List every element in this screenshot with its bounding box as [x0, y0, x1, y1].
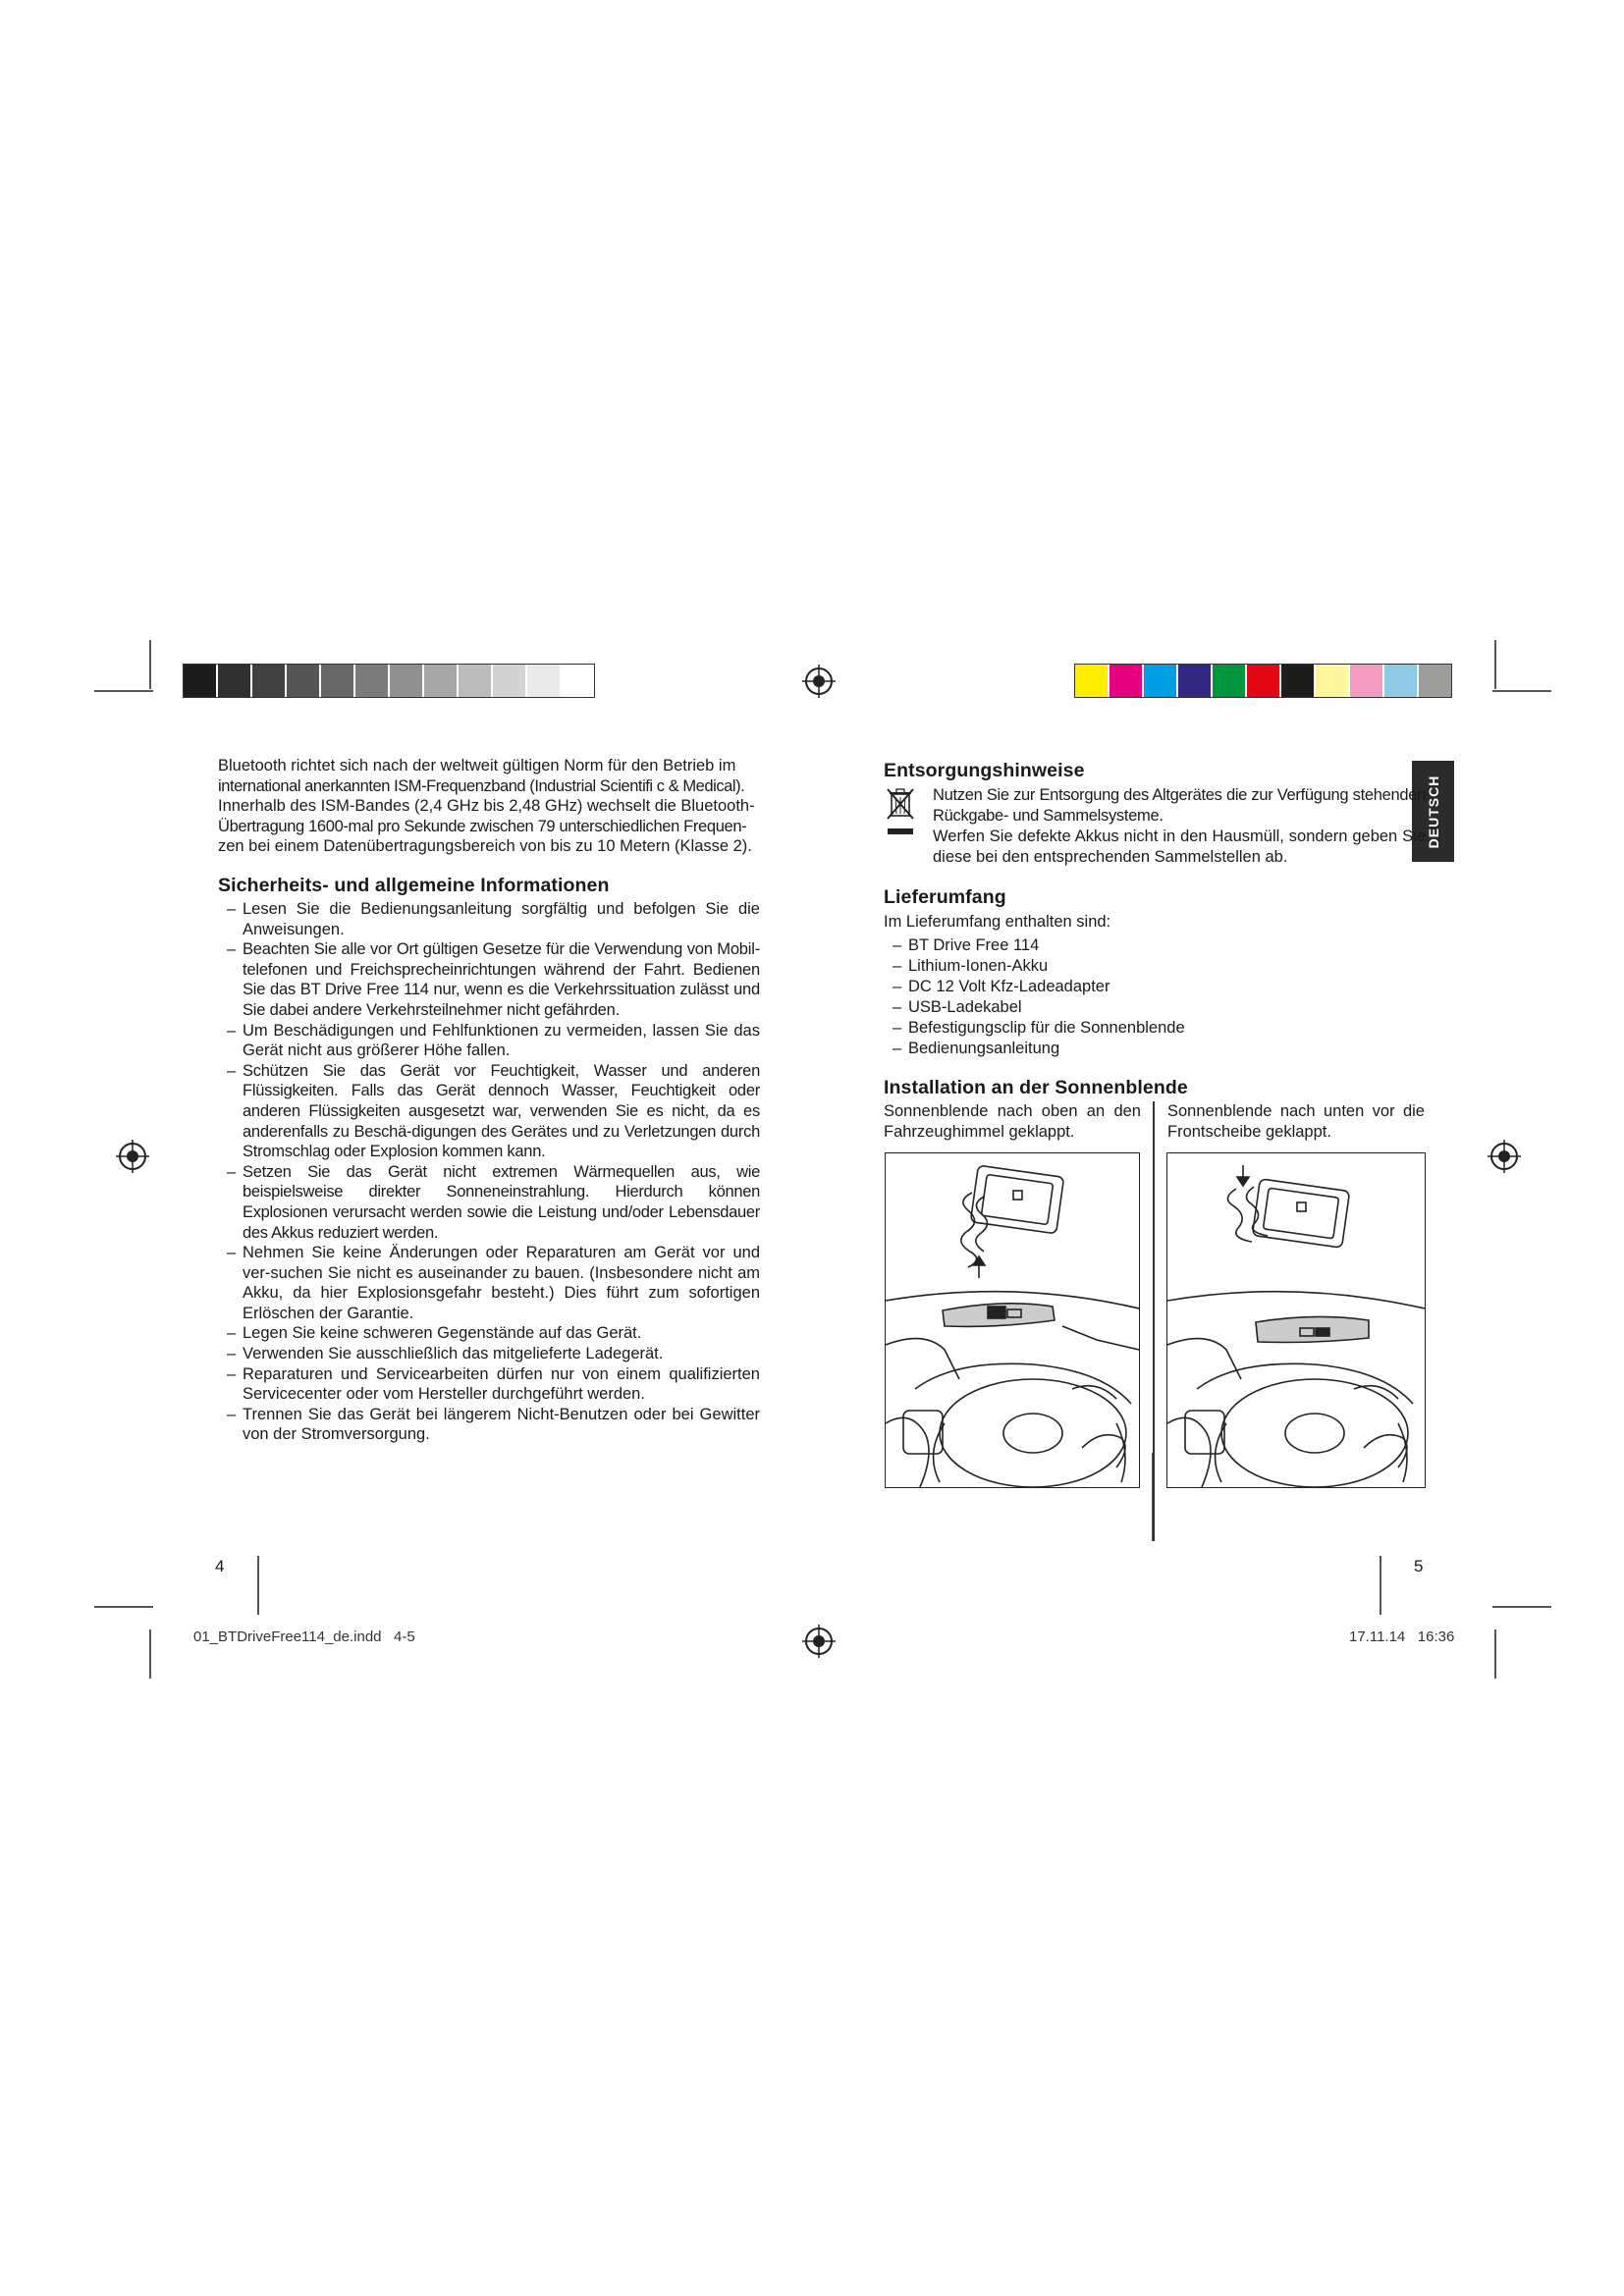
car-interior-illustration	[886, 1153, 1139, 1487]
bluetooth-intro	[218, 756, 760, 857]
color-swatch	[424, 665, 459, 697]
gray-color-bar	[183, 664, 595, 698]
registration-mark-icon	[802, 1625, 836, 1658]
crossed-out-bin-icon	[885, 786, 916, 837]
illustration-visor-down	[1166, 1152, 1426, 1488]
list-item: – DC 12 Volt Kfz-Ladeadapter	[884, 977, 1276, 997]
disposal-heading: Entsorgungshinweise	[884, 760, 1085, 781]
color-swatch	[1281, 665, 1316, 697]
color-swatch	[1110, 665, 1144, 697]
slug-datetime: 17.11.14 16:36	[1349, 1629, 1455, 1645]
color-swatch	[1178, 665, 1213, 697]
color-swatch	[1144, 665, 1178, 697]
disposal-text-1: Nutzen Sie zur Entsorgung des Altgerätes die zur Verfügung stehenden Rückgabe- und Sammelsysteme.	[933, 786, 1426, 825]
safety-list	[218, 899, 760, 1445]
slug-filename: 01_BTDriveFree114_de.indd 4-5	[193, 1629, 415, 1645]
install-caption-right: Sonnenblende nach unten vor die Frontscheibe geklappt.	[1167, 1102, 1425, 1141]
safety-heading: Sicherheits- und allgemeine Informationen	[218, 875, 610, 896]
list-item: – Beachten Sie alle vor Ort gültigen Gesetze für die Verwendung von Mobil-telefonen und Freichsprecheinrichtungen während der Fahrt. Bedienen Sie das BT Drive Free 114 nur, wenn es die Verkehrssituation zulässt und Sie dabei andere Verkehrsteilnehmer nicht gefährden.	[218, 939, 760, 1020]
scope-intro: Im Lieferumfang enthalten sind:	[884, 913, 1111, 931]
color-swatch	[562, 665, 594, 697]
language-tab-label: DEUTSCH	[1425, 774, 1441, 848]
disposal-text-2: Werfen Sie defekte Akkus nicht in den Hausmüll, sondern geben Sie diese bei den entsprechenden Sammelstellen ab.	[933, 828, 1426, 866]
intro-line: Bluetooth richtet sich nach der weltweit gültigen Norm für den Betrieb im	[218, 757, 736, 774]
page-number-left: 4	[215, 1557, 225, 1575]
intro-line: Innerhalb des ISM-Bandes (2,4 GHz bis 2,48 GHz) wechselt die Bluetooth-	[218, 797, 755, 816]
color-swatch	[1213, 665, 1247, 697]
list-item: – Legen Sie keine schweren Gegenstände auf das Gerät.	[218, 1323, 760, 1344]
page-number-right: 5	[1414, 1557, 1424, 1575]
list-item: – Trennen Sie das Gerät bei längerem Nicht-Benutzen oder bei Gewitter von der Stromversorgung.	[218, 1405, 760, 1445]
color-swatch	[1384, 665, 1419, 697]
color-swatch	[1350, 665, 1384, 697]
registration-mark-icon	[1488, 1140, 1521, 1173]
car-interior-illustration	[1167, 1153, 1425, 1487]
list-item: – Verwenden Sie ausschließlich das mitgelieferte Ladegerät.	[218, 1344, 760, 1364]
list-item: – USB-Ladekabel	[884, 997, 1276, 1018]
list-item: – Nehmen Sie keine Änderungen oder Reparaturen am Gerät vor und ver-suchen Sie nicht es auseinander zu bauen. (Insbesondere nicht am Akku, da hier Explosionsgefahr besteht.) Dies führt zum sofortigen Erlöschen der Garantie.	[218, 1243, 760, 1323]
install-caption-left: Sonnenblende nach oben an den Fahrzeughimmel geklappt.	[884, 1102, 1141, 1141]
illustration-visor-up	[885, 1152, 1140, 1488]
color-swatch	[390, 665, 424, 697]
list-item: – Setzen Sie das Gerät nicht extremen Wärmequellen aus, wie beispielsweise direkter Sonneneinstrahlung. Hierdurch können Explosionen verursacht werden sowie die Leistung und/oder Lebensdauer des Akkus reduziert werden.	[218, 1162, 760, 1243]
color-swatch	[459, 665, 493, 697]
registration-mark-icon	[116, 1140, 149, 1173]
color-swatch	[527, 665, 562, 697]
list-item: – Bedienungsanleitung	[884, 1039, 1276, 1059]
color-swatch	[1316, 665, 1350, 697]
color-swatch	[218, 665, 252, 697]
scope-heading: Lieferumfang	[884, 886, 1006, 908]
registration-mark-icon	[802, 665, 836, 698]
figure-divider	[1153, 1101, 1155, 1541]
color-swatch	[1075, 665, 1110, 697]
color-swatch	[355, 665, 390, 697]
color-swatch	[184, 665, 218, 697]
intro-line: international anerkannten ISM-Frequenzband (Industrial Scientifi c & Medical).	[218, 776, 745, 795]
list-item: – Befestigungsclip für die Sonnenblende	[884, 1018, 1276, 1039]
color-swatch	[287, 665, 321, 697]
list-item: – Reparaturen und Servicearbeiten dürfen nur von einem qualifizierten Servicecenter oder vom Hersteller durchgeführt werden.	[218, 1364, 760, 1405]
list-item: – BT Drive Free 114	[884, 935, 1276, 956]
intro-line: zen bei einem Datenübertragungsbereich von bis zu 10 Metern (Klasse 2).	[218, 837, 752, 856]
list-item: – Schützen Sie das Gerät vor Feuchtigkeit, Wasser und anderen Flüssigkeiten. Falls das Gerät dennoch Wasser, Feuchtigkeit oder anderen Flüssigkeiten ausgesetzt war, verwenden Sie es nicht, da es anderenfalls zu Beschä-digungen des Gerätes und zu Verletzungen durch Stromschlag oder Explosion kommen kann.	[218, 1061, 760, 1162]
color-swatch	[1247, 665, 1281, 697]
color-swatch	[321, 665, 355, 697]
intro-line: Übertragung 1600-mal pro Sekunde zwischen 79 unterschiedlichen Frequen-	[218, 817, 747, 835]
color-swatch	[493, 665, 527, 697]
install-heading: Installation an der Sonnenblende	[884, 1077, 1188, 1098]
color-swatch	[252, 665, 287, 697]
list-item: – Lithium-Ionen-Akku	[884, 956, 1276, 977]
list-item: – Um Beschädigungen und Fehlfunktionen zu vermeiden, lassen Sie das Gerät nicht aus größerer Höhe fallen.	[218, 1021, 760, 1061]
list-item: – Lesen Sie die Bedienungsanleitung sorgfältig und befolgen Sie die Anweisungen.	[218, 899, 760, 939]
scope-list	[884, 935, 1276, 1059]
color-swatch	[1419, 665, 1451, 697]
process-color-bar	[1074, 664, 1452, 698]
